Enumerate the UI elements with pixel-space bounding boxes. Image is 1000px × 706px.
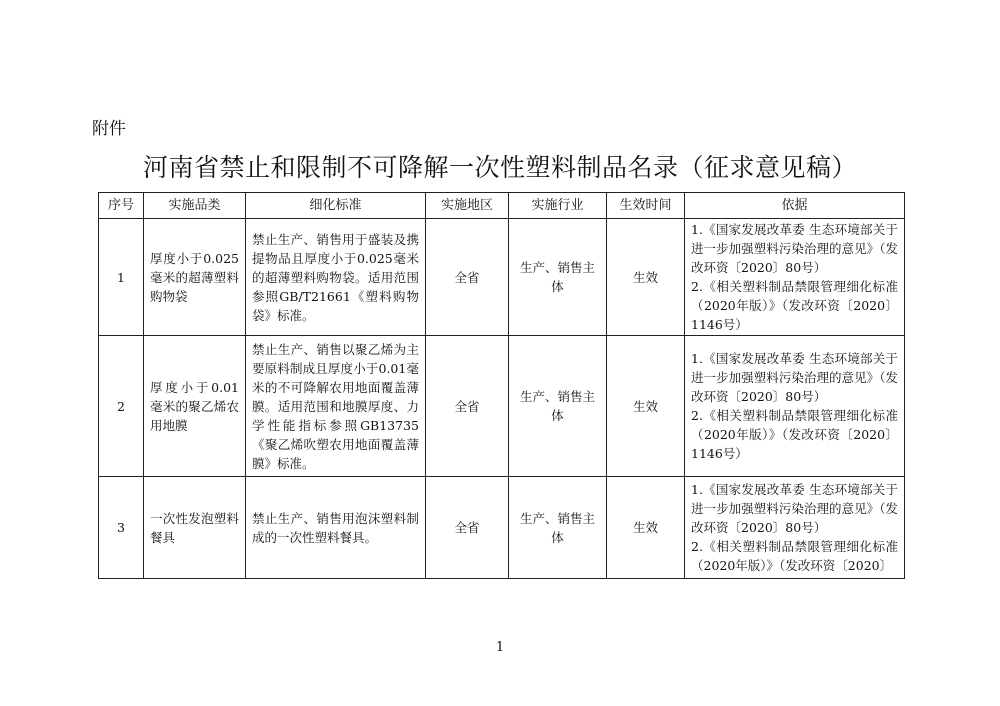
basis-item: 1.《国家发展改革委 生态环境部关于进一步加强塑料污染治理的意见》（发改环资〔2020〕80号） bbox=[691, 482, 898, 535]
header-no: 序号 bbox=[99, 193, 144, 219]
plastic-products-table bbox=[98, 192, 905, 579]
basis-item: 2.《相关塑料制品禁限管理细化标准（2020年版）》（发改环资〔2020〕 bbox=[691, 539, 898, 573]
row-number: 3 bbox=[99, 477, 144, 579]
row-standard: 禁止生产、销售以聚乙烯为主要原料制成且厚度小于0.01毫米的不可降解农用地面覆盖薄膜。适用范围和地膜厚度、力学性能指标参照GB13735《聚乙烯吹塑农用地面覆盖薄膜》标准。 bbox=[246, 336, 426, 477]
basis-item: 2.《相关塑料制品禁限管理细化标准（2020年版）》（发改环资〔2020〕1146号） bbox=[691, 279, 898, 332]
basis-item: 1.《国家发展改革委 生态环境部关于进一步加强塑料污染治理的意见》（发改环资〔2020〕80号） bbox=[691, 222, 898, 275]
row-category: 一次性发泡塑料餐具 bbox=[144, 477, 246, 579]
document-title: 河南省禁止和限制不可降解一次性塑料制品名录（征求意见稿） bbox=[142, 153, 857, 182]
row-region: 全省 bbox=[426, 336, 509, 477]
attachment-label: 附件 bbox=[92, 119, 126, 139]
row-industry: 生产、销售主体 bbox=[509, 477, 607, 579]
row-number: 1 bbox=[99, 219, 144, 336]
row-industry: 生产、销售主体 bbox=[509, 336, 607, 477]
table-row bbox=[99, 336, 905, 477]
row-number: 2 bbox=[99, 336, 144, 477]
row-basis bbox=[685, 477, 905, 579]
basis-item: 2.《相关塑料制品禁限管理细化标准（2020年版）》（发改环资〔2020〕1146号） bbox=[691, 408, 898, 461]
page-number: 1 bbox=[495, 640, 505, 655]
header-effective: 生效时间 bbox=[607, 193, 685, 219]
row-category: 厚度小于0.01毫米的聚乙烯农用地膜 bbox=[144, 336, 246, 477]
header-standard: 细化标准 bbox=[246, 193, 426, 219]
row-industry: 生产、销售主体 bbox=[509, 219, 607, 336]
header-basis: 依据 bbox=[685, 193, 905, 219]
row-standard: 禁止生产、销售用泡沫塑料制成的一次性塑料餐具。 bbox=[246, 477, 426, 579]
row-basis bbox=[685, 336, 905, 477]
table-row bbox=[99, 219, 905, 336]
row-effective: 生效 bbox=[607, 477, 685, 579]
header-industry: 实施行业 bbox=[509, 193, 607, 219]
row-basis bbox=[685, 219, 905, 336]
row-standard: 禁止生产、销售用于盛装及携提物品且厚度小于0.025毫米的超薄塑料购物袋。适用范围参照GB/T21661《塑料购物袋》标准。 bbox=[246, 219, 426, 336]
row-region: 全省 bbox=[426, 477, 509, 579]
header-region: 实施地区 bbox=[426, 193, 509, 219]
basis-item: 1.《国家发展改革委 生态环境部关于进一步加强塑料污染治理的意见》（发改环资〔2020〕80号） bbox=[691, 351, 898, 404]
header-category: 实施品类 bbox=[144, 193, 246, 219]
row-region: 全省 bbox=[426, 219, 509, 336]
table-row bbox=[99, 477, 905, 579]
row-effective: 生效 bbox=[607, 219, 685, 336]
row-category: 厚度小于0.025毫米的超薄塑料购物袋 bbox=[144, 219, 246, 336]
row-effective: 生效 bbox=[607, 336, 685, 477]
table-header-row bbox=[99, 193, 905, 219]
